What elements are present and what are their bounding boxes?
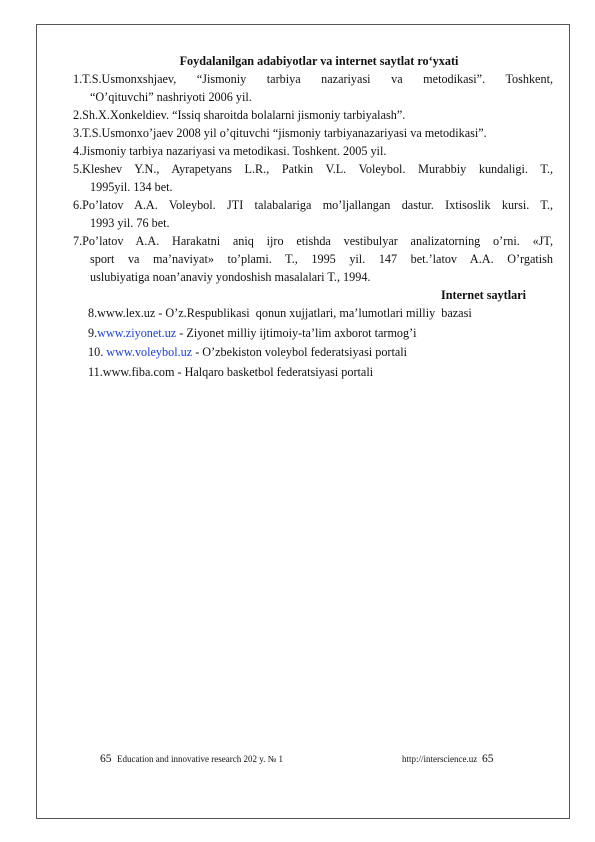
site-number: 8.	[88, 306, 98, 320]
site-item	[74, 363, 554, 383]
reference-number: 2.	[73, 108, 83, 122]
page-number-right: 65	[482, 753, 494, 765]
reference-number: 1.	[73, 72, 83, 86]
site-link[interactable]: www.lex.uz	[97, 306, 156, 320]
reference-number: 6.	[73, 198, 83, 212]
reference-number: 3.	[73, 126, 83, 140]
reference-line: 1993 yil. 76 bet.	[90, 216, 170, 230]
reference-number: 7.	[73, 234, 83, 248]
reference-line: 1995yil. 134 bet.	[90, 180, 173, 194]
reference-text: T.S.Usmonxo’jaev 2008 yil o’qituvchi “jismoniy tarbiyanazariyasi va metodikasi”.	[82, 126, 487, 140]
journal-name: Education and innovative research 202 y. № 1	[117, 754, 283, 764]
site-link[interactable]: www.ziyonet.uz	[97, 325, 177, 340]
references-list	[73, 70, 553, 286]
site-description: - O’z.Respublikasi qonun xujjatlari, ma’lumotlari milliy bazasi	[155, 306, 472, 320]
site-item	[74, 324, 554, 344]
reference-line: sport va ma’naviyat» to’plami. T., 1995 yil. 147 bet.’latov A.A. O’rgatish	[90, 252, 553, 266]
reference-text: Po’latov A.A. Harakatni aniq ijro etishda vestibulyar analizatorning o’rni. «JT,	[82, 234, 553, 248]
reference-line: uslubiyatiga noan’anaviy yondoshish masalalari T., 1994.	[90, 270, 371, 284]
site-link[interactable]: www.voleybol.uz	[106, 345, 193, 359]
reference-text: Kleshev Y.N., Ayrapetyans L.R., Patkin V.L. Voleybol. Murabbiy kundaligi. T.,	[82, 162, 553, 176]
site-item	[74, 343, 554, 363]
reference-line: “O’qituvchi” nashriyoti 2006 yil.	[90, 90, 252, 104]
footer-url[interactable]: http://interscience.uz	[402, 754, 478, 764]
references-heading: Foydalanilgan adabiyotlar va internet saytlat ro‘yxati	[179, 54, 459, 68]
reference-text: Po’latov A.A. Voleybol. JTI talabalariga mo’ljallangan dastur. Ixtisoslik kursi. T.,	[82, 198, 553, 212]
page-content	[74, 52, 554, 382]
site-description: - Halqaro basketbol federatsiyasi portali	[174, 364, 374, 379]
reference-number: 4.	[73, 144, 83, 158]
internet-sites-heading: Internet saytlari	[441, 288, 526, 302]
site-number: 11.	[88, 364, 103, 379]
page-number-left: 65	[100, 753, 112, 765]
site-number: 10.	[88, 345, 107, 359]
reference-line	[73, 106, 553, 124]
site-link[interactable]: www.fiba.com	[102, 364, 175, 379]
reference-line	[73, 124, 553, 142]
reference-line	[73, 160, 553, 178]
sites-list	[74, 304, 554, 382]
site-description: - O’zbekiston voleybol federatsiyasi portali	[192, 345, 408, 359]
reference-line	[73, 196, 553, 214]
reference-number: 5.	[73, 162, 83, 176]
reference-text: Sh.X.Xonkeldiev. “Issiq sharoitda bolalarni jismoniy tarbiyalash”.	[82, 108, 406, 122]
reference-line	[73, 70, 553, 88]
site-description: - Ziyonet milliy ijtimoiy-ta’lim axborot tarmog’i	[176, 325, 417, 340]
reference-line	[73, 232, 553, 250]
site-number: 9.	[88, 325, 98, 340]
reference-text: T.S.Usmonxshjaev, “Jismoniy tarbiya nazariyasi va metodikasi”. Toshkent,	[82, 72, 553, 86]
reference-line	[73, 142, 553, 160]
reference-text: Jismoniy tarbiya nazariyasi va metodikasi. Toshkent. 2005 yil.	[82, 144, 387, 158]
site-item	[74, 304, 554, 324]
